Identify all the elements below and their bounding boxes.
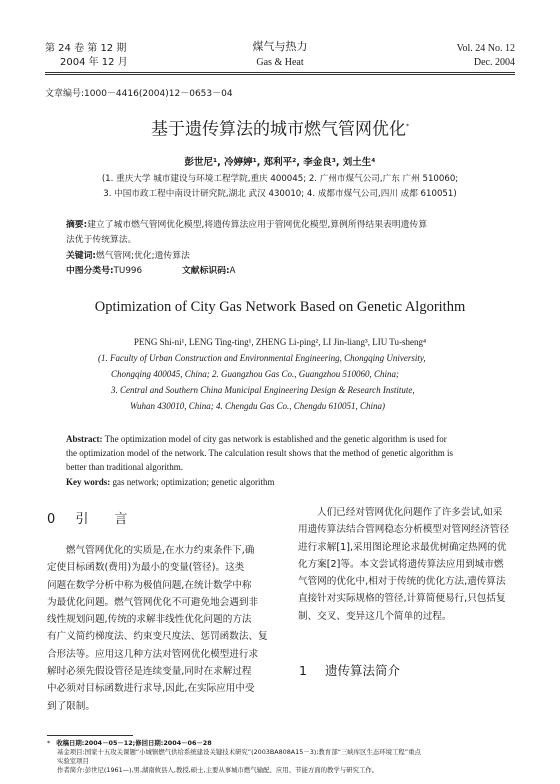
text-line: 有广义简约梯度法、约束变尺度法、惩罚函数法、复 (47, 631, 268, 643)
paper-title-zh (40, 116, 520, 141)
fund-project-line2: 实验室项目 (57, 757, 89, 765)
authors-zh: 彭世尼¹, 冷婷婷¹, 郑利平², 李金良³, 刘土生⁴ (184, 157, 376, 168)
footnote-rule (47, 735, 133, 736)
clc-label: 中图分类号: (66, 266, 114, 276)
text-line: 为最优化问题。燃气管网优化不可避免地会遇到非 (47, 596, 259, 608)
text-line: 燃气管网优化的实质是,在水力约束条件下,确 (66, 545, 255, 556)
section-0-title: 引 言 (75, 512, 128, 527)
keywords-zh (66, 249, 190, 263)
author-bio: 作者简介:彭世尼(1961—),男,湖南攸县人,教授,硕士,主要从事城市燃气输配、应用、节能方面的教学与研究工作。 (57, 766, 379, 774)
keywords-en-text: gas network; optimization; genetic algorithm (110, 477, 275, 487)
footnote (47, 739, 517, 775)
text-line: 合形法等。应用这几种方法对管网优化模型进行求 (47, 648, 259, 660)
keywords-en (66, 476, 274, 489)
affiliation-zh-line2: 3. 中国市政工程中南设计研究院,湖北 武汉 430010; 4. 成都市煤气公司,四川 成都 610051) (103, 189, 457, 199)
right-column-paragraph (298, 504, 520, 625)
section-1-number: 1 (299, 663, 307, 678)
affiliation-en-line3: 3. Central and Southern China Municipal Engineering Design & Research Institute, (111, 385, 415, 395)
paper-title-zh-text: 基于遗传算法的城市燃气管网优化 (151, 119, 406, 140)
text-line: 气管网的优化中,相对于传统的优化方法,遗传算法 (298, 576, 506, 588)
abstract-zh-label: 摘要: (66, 220, 88, 230)
section-0-heading (47, 508, 127, 527)
abstract-zh-line1 (66, 218, 427, 232)
text-line: 用遗传算法结合管网稳态分析模型对管网经济管径 (298, 524, 510, 536)
intro-paragraph (47, 542, 277, 715)
document-code-value: A (229, 266, 236, 276)
authors-en: PENG Shi-ni¹, LENG Ting-ting¹, ZHENG Li-ping², LI Jin-liang³, LIU Tu-sheng⁴ (133, 337, 427, 347)
journal-date-en: Dec. 2004 (473, 57, 515, 68)
section-1-heading (299, 661, 400, 679)
text-line: 到了限制。 (47, 700, 95, 712)
received-date (47, 739, 517, 748)
abstract-en-line2: the optimization model of the network. The calculation result shows that the method of genetic algorithm is (66, 448, 453, 458)
journal-name-en: Gas & Heat (256, 57, 304, 68)
article-number: 文章编号:1000－4416(2004)12－0653－04 (45, 89, 233, 99)
affiliation-en-line2: Chongqing 400045, China; 2. Guangzhou Gas Co., Guangzhou 510060, China; (111, 369, 400, 379)
document-code (182, 264, 236, 278)
footnote-marker: * (47, 739, 51, 747)
clc-value: TU996 (113, 266, 143, 276)
header-rule-2 (45, 74, 515, 75)
abstract-en-line3: better than traditional algorithm. (66, 462, 183, 472)
received-date-text: 收稿日期:2004－05－12;修回日期:2004－06－28 (56, 739, 212, 747)
section-0-number: 0 (47, 512, 56, 527)
text-line: 定使目标函数(费用)为最小的变量(管径)。这类 (47, 562, 245, 574)
journal-volume-en: Vol. 24 No. 12 (456, 43, 515, 54)
document-code-label: 文献标识码: (182, 266, 230, 276)
keywords-zh-text: 燃气管网;优化;遗传算法 (95, 251, 190, 261)
affiliation-zh-line1: (1. 重庆大学 城市建设与环境工程学院,重庆 400045; 2. 广州市煤气公司,广东 广州 510060; (101, 174, 459, 184)
keywords-en-label: Key words: (66, 477, 111, 487)
header-rule (45, 72, 515, 73)
abstract-zh-text1: 建立了城市燃气管网优化模型,将遗传算法应用于管网优化模型,算例所得结果表明遗传算 (87, 220, 428, 230)
abstract-en-text1: The optimization model of city gas network is established and the genetic algorithm is used for (102, 434, 447, 444)
abstract-en-label: Abstract: (66, 434, 103, 444)
text-line: 中必须对目标函数进行求导,因此,在实际应用中受 (47, 683, 255, 695)
clc-number (66, 264, 142, 278)
keywords-zh-label: 关键词: (66, 251, 96, 261)
journal-name-zh: 煤气与热力 (252, 40, 308, 53)
abstract-en-line1 (66, 433, 447, 446)
affiliation-en-line1: (1. Faculty of Urban Construction and Environmental Engineering, Chongqing University, (98, 353, 426, 363)
text-line: 问题在数学分析中称为极值问题,在统计数学中称 (47, 579, 252, 591)
text-line: 直接针对实际规格的管径,计算简便易行,只包括复 (298, 593, 506, 605)
text-line: 进行求解[1],采用图论理论求最优树确定热网的优 (298, 541, 507, 553)
affiliation-en-line4: Wuhan 430010, China; 4. Chengdu Gas Co., Chengdu 610051, China) (130, 401, 386, 411)
text-line: 化方案[2]等。本文尝试将遗传算法应用到城市燃 (298, 558, 504, 570)
text-line: 人们已经对管网优化问题作了许多尝试,如采 (317, 507, 503, 518)
abstract-zh-line2: 法优于传统算法。 (66, 235, 137, 245)
fund-project-line1: 基金项目:国家十五攻关课题“小城镇燃气供给系统建设关键技术研究”(2003BA808A15－3);教育部“三峡库区生态环境工程”重点 (57, 748, 421, 756)
text-line: 制、交叉、变异这几个简单的过程。 (298, 610, 452, 622)
text-line: 解时必须先假设管径是连续变量,同时在求解过程 (47, 666, 252, 678)
paper-title-en: Optimization of City Gas Network Based on Genetic Algorithm (94, 299, 466, 315)
journal-volume-issue: 第 24 卷 第 12 期 (45, 43, 127, 54)
section-1-title: 遗传算法简介 (324, 663, 400, 678)
text-line: 线性规划问题,传统的求解非线性优化问题的方法 (47, 614, 252, 626)
title-footnote-mark: * (406, 123, 409, 130)
journal-date: 2004 年 12 月 (60, 57, 128, 68)
